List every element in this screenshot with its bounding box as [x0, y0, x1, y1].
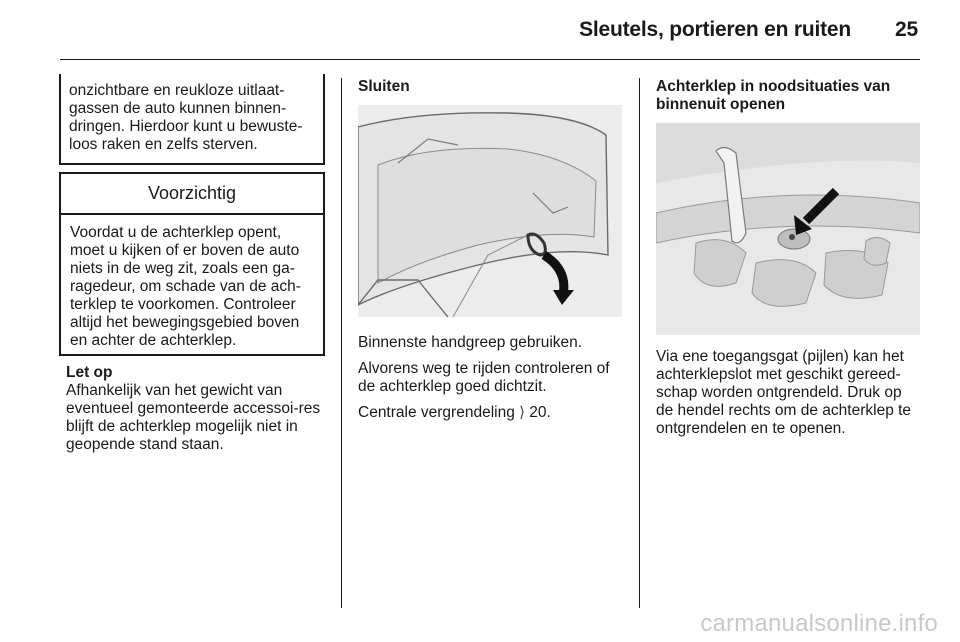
reference-arrow-icon: ⟩: [519, 404, 525, 421]
page-header: [579, 18, 918, 42]
closing-instruction-2: Alvorens weg te rijden controleren of de achterklep goed dichtzit.: [358, 360, 610, 395]
warning-text: onzichtbare en reukloze uitlaat-gassen de auto kunnen binnen-dringen. Hierdoor kunt u bewuste-loos raken en zelfs sterven.: [69, 82, 303, 153]
caution-text: Voordat u de achterklep opent, moet u kijken of er boven de auto niets in de weg zit, zoals een ga-ragedeur, om schade van de ach-terklep te voorkomen. Controleer altijd het bewegingsgebied boven en achter de achterklep.: [70, 224, 301, 349]
warning-box-continued: [59, 74, 325, 165]
emergency-heading: Achterklep in noodsituaties van binnenuit openen: [656, 78, 891, 113]
note-block: [66, 364, 328, 454]
section-title: Sleutels, portieren en ruiten: [579, 18, 852, 41]
note-heading: Let op: [66, 364, 113, 381]
closing-section: [358, 78, 623, 422]
page-number: 25: [895, 18, 918, 41]
emergency-instruction: Via ene toegangsgat (pijlen) kan het achterklepslot met geschikt gereed-schap worden ontgrendeld. Druk op de hendel rechts om de achterklep te ontgrendelen en te openen.: [656, 348, 912, 437]
closing-instruction-1: Binnenste handgreep gebruiken.: [358, 334, 583, 351]
note-text: Afhankelijk van het gewicht van eventueel gemonteerde accessoi-res blijft de achterklep mogelijk niet in geopende stand staan.: [66, 382, 321, 453]
central-locking-text: Centrale vergrendeling: [358, 404, 520, 421]
watermark: carmanualsonline.info: [700, 610, 938, 637]
closing-instruction-3: [358, 404, 623, 422]
column-divider-2: [639, 78, 640, 608]
emergency-release-illustration: [656, 123, 920, 335]
header-divider: [60, 59, 920, 60]
central-locking-page-ref: 20.: [529, 404, 551, 421]
column-divider-1: [341, 78, 342, 608]
caution-title: Voorzichtig: [61, 174, 323, 215]
emergency-opening-section: [656, 78, 921, 438]
caution-box: [59, 172, 325, 356]
closing-heading: Sluiten: [358, 78, 410, 95]
tailgate-closing-illustration: [358, 105, 622, 317]
